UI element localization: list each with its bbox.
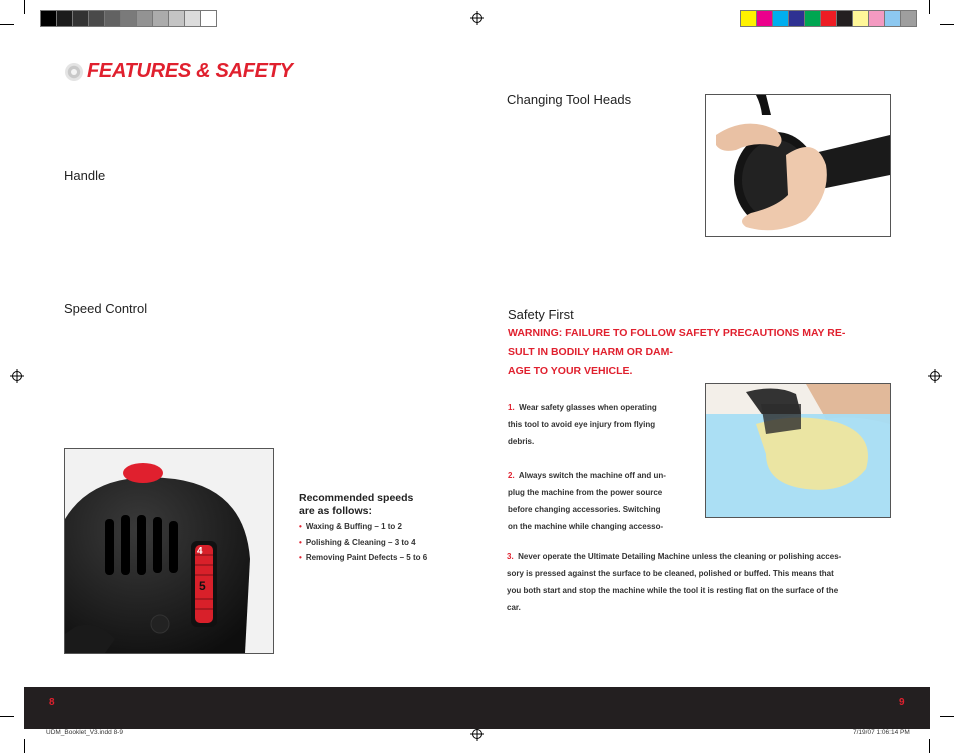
grayscale-swatch-strip xyxy=(40,10,216,26)
color-swatch-strip xyxy=(740,10,916,26)
color-swatch xyxy=(788,10,805,27)
recommended-speeds-title: Recommended speeds are as follows: xyxy=(299,492,414,517)
safety-glasses-photo xyxy=(705,383,891,518)
color-swatch xyxy=(852,10,869,27)
crop-mark xyxy=(24,0,25,14)
crop-mark xyxy=(24,739,25,753)
crop-mark xyxy=(0,716,14,717)
list-item: • Removing Paint Defects – 5 to 6 xyxy=(299,553,428,562)
crop-mark xyxy=(0,24,14,25)
color-swatch xyxy=(868,10,885,27)
polishing-pad-icon xyxy=(64,62,84,82)
registration-mark-icon xyxy=(10,369,24,383)
changing-tool-head-photo xyxy=(705,94,891,237)
color-swatch xyxy=(120,10,137,27)
color-swatch xyxy=(756,10,773,27)
color-swatch xyxy=(72,10,89,27)
recommended-speeds-list xyxy=(299,522,427,569)
dial-number-upper: 4 xyxy=(197,546,203,557)
changing-tool-heads-heading: Changing Tool Heads xyxy=(507,92,632,107)
registration-mark-icon xyxy=(470,11,484,25)
crop-mark xyxy=(929,739,930,753)
color-swatch xyxy=(836,10,853,27)
color-swatch xyxy=(152,10,169,27)
crop-mark xyxy=(929,0,930,14)
safety-item-3: 3. Never operate the Ultimate Detailing Machine unless the cleaning or polishing acces- sory is pressed against the surface to be cleaned, polished or buffed. This means that you both start and stop the machine while the tool it is resting flat on the surface of the car. xyxy=(507,552,842,612)
crop-mark xyxy=(940,24,954,25)
print-timestamp: 7/19/07 1:06:14 PM xyxy=(853,729,910,736)
color-swatch xyxy=(104,10,121,27)
page-header xyxy=(64,60,293,83)
bullet-icon: • xyxy=(299,553,302,562)
color-swatch xyxy=(168,10,185,27)
safety-item-2: 2. Always switch the machine off and un- plug the machine from the power source before changing accessories. Switching on the machine while changing accesso- xyxy=(508,471,666,531)
speed-dial-photo xyxy=(64,448,274,654)
color-swatch xyxy=(184,10,201,27)
handle-heading: Handle xyxy=(64,168,106,183)
color-swatch xyxy=(740,10,757,27)
safety-first-heading: Safety First xyxy=(508,307,574,322)
bullet-icon: • xyxy=(299,522,302,531)
footer-bar xyxy=(24,687,930,729)
color-swatch xyxy=(40,10,57,27)
bullet-icon: • xyxy=(299,537,302,547)
color-swatch xyxy=(88,10,105,27)
dial-number-lower: 5 xyxy=(199,579,206,593)
color-swatch xyxy=(820,10,837,27)
speed-control-heading: Speed Control xyxy=(64,301,148,316)
registration-mark-icon xyxy=(928,369,942,383)
page-title: FEATURES & SAFETY xyxy=(87,60,293,82)
safety-glasses-illustration xyxy=(706,384,890,517)
right-page-number: 9 xyxy=(899,697,905,708)
color-swatch xyxy=(56,10,73,27)
color-swatch xyxy=(772,10,789,27)
color-swatch xyxy=(900,10,917,27)
safety-item-1: 1. Wear safety glasses when operating this tool to avoid eye injury from flying debris. xyxy=(508,403,657,446)
tool-head-illustration xyxy=(706,95,890,236)
speed-dial-illustration xyxy=(65,449,273,653)
color-swatch xyxy=(804,10,821,27)
registration-mark-icon xyxy=(470,727,484,741)
color-swatch xyxy=(200,10,217,27)
list-item: • Waxing & Buffing – 1 to 2 xyxy=(299,522,402,531)
file-slug: UDM_Booklet_V3.indd 8-9 xyxy=(46,729,123,736)
color-swatch xyxy=(136,10,153,27)
color-swatch xyxy=(884,10,901,27)
list-item: • Polishing & Cleaning – 3 to 4 xyxy=(299,537,416,547)
safety-warning: WARNING: FAILURE TO FOLLOW SAFETY PRECAUTIONS MAY RE- SULT IN BODILY HARM OR DAM- AGE TO YOUR VEHICLE. xyxy=(508,327,846,377)
left-page-number: 8 xyxy=(49,697,55,708)
crop-mark xyxy=(940,716,954,717)
